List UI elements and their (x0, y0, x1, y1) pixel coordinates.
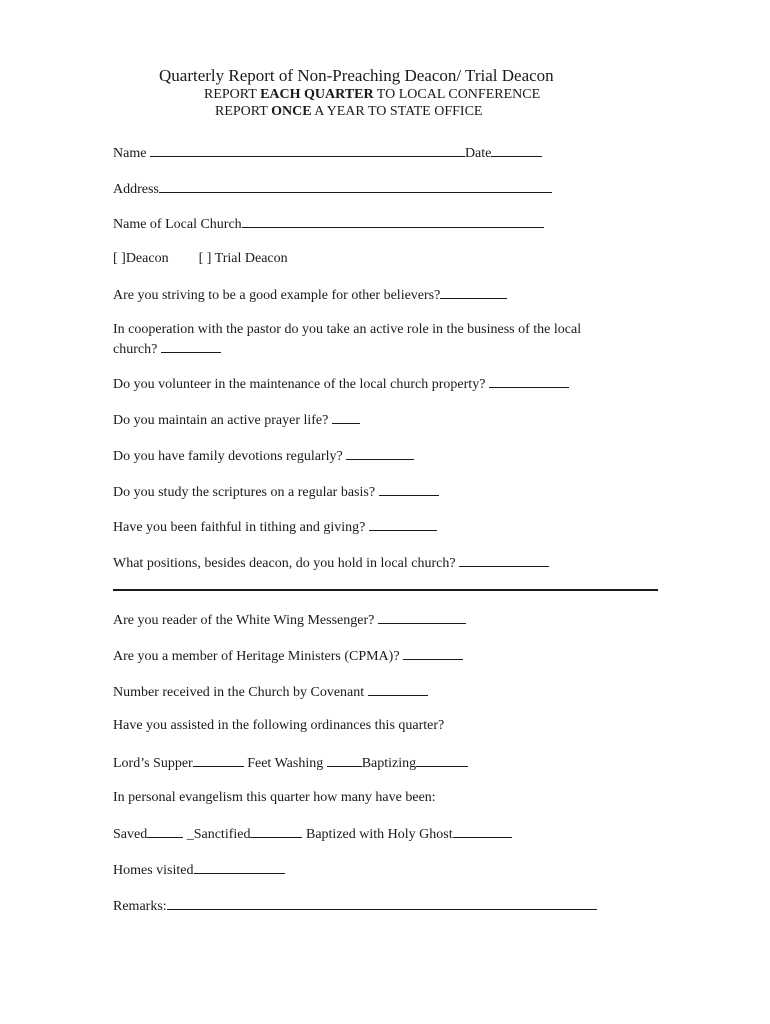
address-label: Address (113, 182, 159, 197)
remarks-row (113, 896, 597, 916)
lords-supper-field[interactable] (193, 753, 244, 767)
answer-field[interactable] (459, 553, 549, 567)
question-row (113, 339, 221, 359)
question-row (113, 446, 414, 466)
question-row (113, 789, 436, 807)
question-row (113, 610, 466, 630)
question-row (113, 646, 463, 666)
address-field[interactable] (159, 179, 552, 193)
baptized-holy-ghost-label: Baptized with Holy Ghost (305, 827, 453, 842)
page-title: Quarterly Report of Non-Preaching Deacon/ Trial Deacon (159, 66, 554, 85)
question-label: Have you been faithful in tithing and giving? (113, 520, 366, 535)
saved-label: Saved (113, 827, 148, 842)
answer-field[interactable] (369, 517, 437, 531)
question-label: In personal evangelism this quarter how many have been: (113, 790, 436, 805)
date-field[interactable] (491, 143, 542, 157)
remarks-label: Remarks: (113, 899, 167, 914)
baptizing-field[interactable] (416, 753, 468, 767)
question-label: What positions, besides deacon, do you hold in local church? (113, 556, 456, 571)
name-field[interactable] (150, 143, 465, 157)
deacon-checkbox[interactable]: [ ]Deacon (113, 251, 169, 266)
question-row (113, 285, 507, 305)
address-row (113, 179, 552, 199)
trial-deacon-checkbox[interactable]: [ ] Trial Deacon (198, 251, 288, 266)
name-label: Name (113, 146, 147, 161)
question-label: Are you reader of the White Wing Messenger? (113, 613, 375, 628)
question-label: Do you volunteer in the maintenance of the local church property? (113, 377, 486, 392)
report-year-instruction: REPORT ONCE A YEAR TO STATE OFFICE (215, 104, 483, 119)
question-row (113, 410, 360, 430)
section-divider (113, 589, 658, 591)
sanctified-field[interactable] (250, 824, 302, 838)
question-label: In cooperation with the pastor do you take an active role in the business of the local (113, 322, 582, 337)
answer-field[interactable] (379, 482, 439, 496)
question-row (113, 321, 581, 339)
answer-field[interactable] (332, 410, 360, 424)
question-label: Are you a member of Heritage Ministers (CPMA)? (113, 649, 400, 664)
question-row (113, 482, 439, 502)
question-label: Are you striving to be a good example for other believers? (113, 288, 441, 303)
answer-field[interactable] (368, 682, 428, 696)
question-label: Do you study the scriptures on a regular basis? (113, 485, 376, 500)
homes-visited-label: Homes visited (113, 863, 194, 878)
role-row (113, 250, 288, 268)
answer-field[interactable] (440, 285, 507, 299)
church-field[interactable] (242, 214, 544, 228)
answer-field[interactable] (489, 374, 569, 388)
homes-visited-row (113, 860, 285, 880)
feet-washing-field[interactable] (327, 753, 362, 767)
homes-visited-field[interactable] (194, 860, 285, 874)
church-row (113, 214, 544, 234)
feet-washing-label: Feet Washing (247, 756, 324, 771)
saved-field[interactable] (147, 824, 183, 838)
baptizing-label: Baptizing (361, 756, 417, 771)
question-label: Number received in the Church by Covenant (113, 685, 365, 700)
remarks-field[interactable] (167, 896, 597, 910)
report-quarter-instruction: REPORT EACH QUARTER TO LOCAL CONFERENCE (204, 87, 541, 102)
answer-field[interactable] (378, 610, 466, 624)
date-label: Date (464, 146, 492, 161)
sanctified-label: _Sanctified (186, 827, 251, 842)
question-row (113, 517, 437, 537)
question-label: church? (113, 342, 158, 357)
question-row (113, 553, 549, 573)
baptized-holy-ghost-field[interactable] (453, 824, 512, 838)
evangelism-row (113, 824, 512, 844)
question-label: Have you assisted in the following ordinances this quarter? (113, 718, 445, 733)
question-label: Do you maintain an active prayer life? (113, 413, 329, 428)
lords-supper-label: Lord’s Supper (113, 756, 193, 771)
ordinances-row (113, 753, 468, 773)
question-row (113, 682, 428, 702)
question-label: Do you have family devotions regularly? (113, 449, 343, 464)
question-row (113, 717, 444, 735)
question-row (113, 374, 569, 394)
name-date-row (113, 143, 542, 163)
church-label: Name of Local Church (113, 217, 242, 232)
answer-field[interactable] (346, 446, 414, 460)
answer-field[interactable] (403, 646, 463, 660)
answer-field[interactable] (161, 339, 221, 353)
